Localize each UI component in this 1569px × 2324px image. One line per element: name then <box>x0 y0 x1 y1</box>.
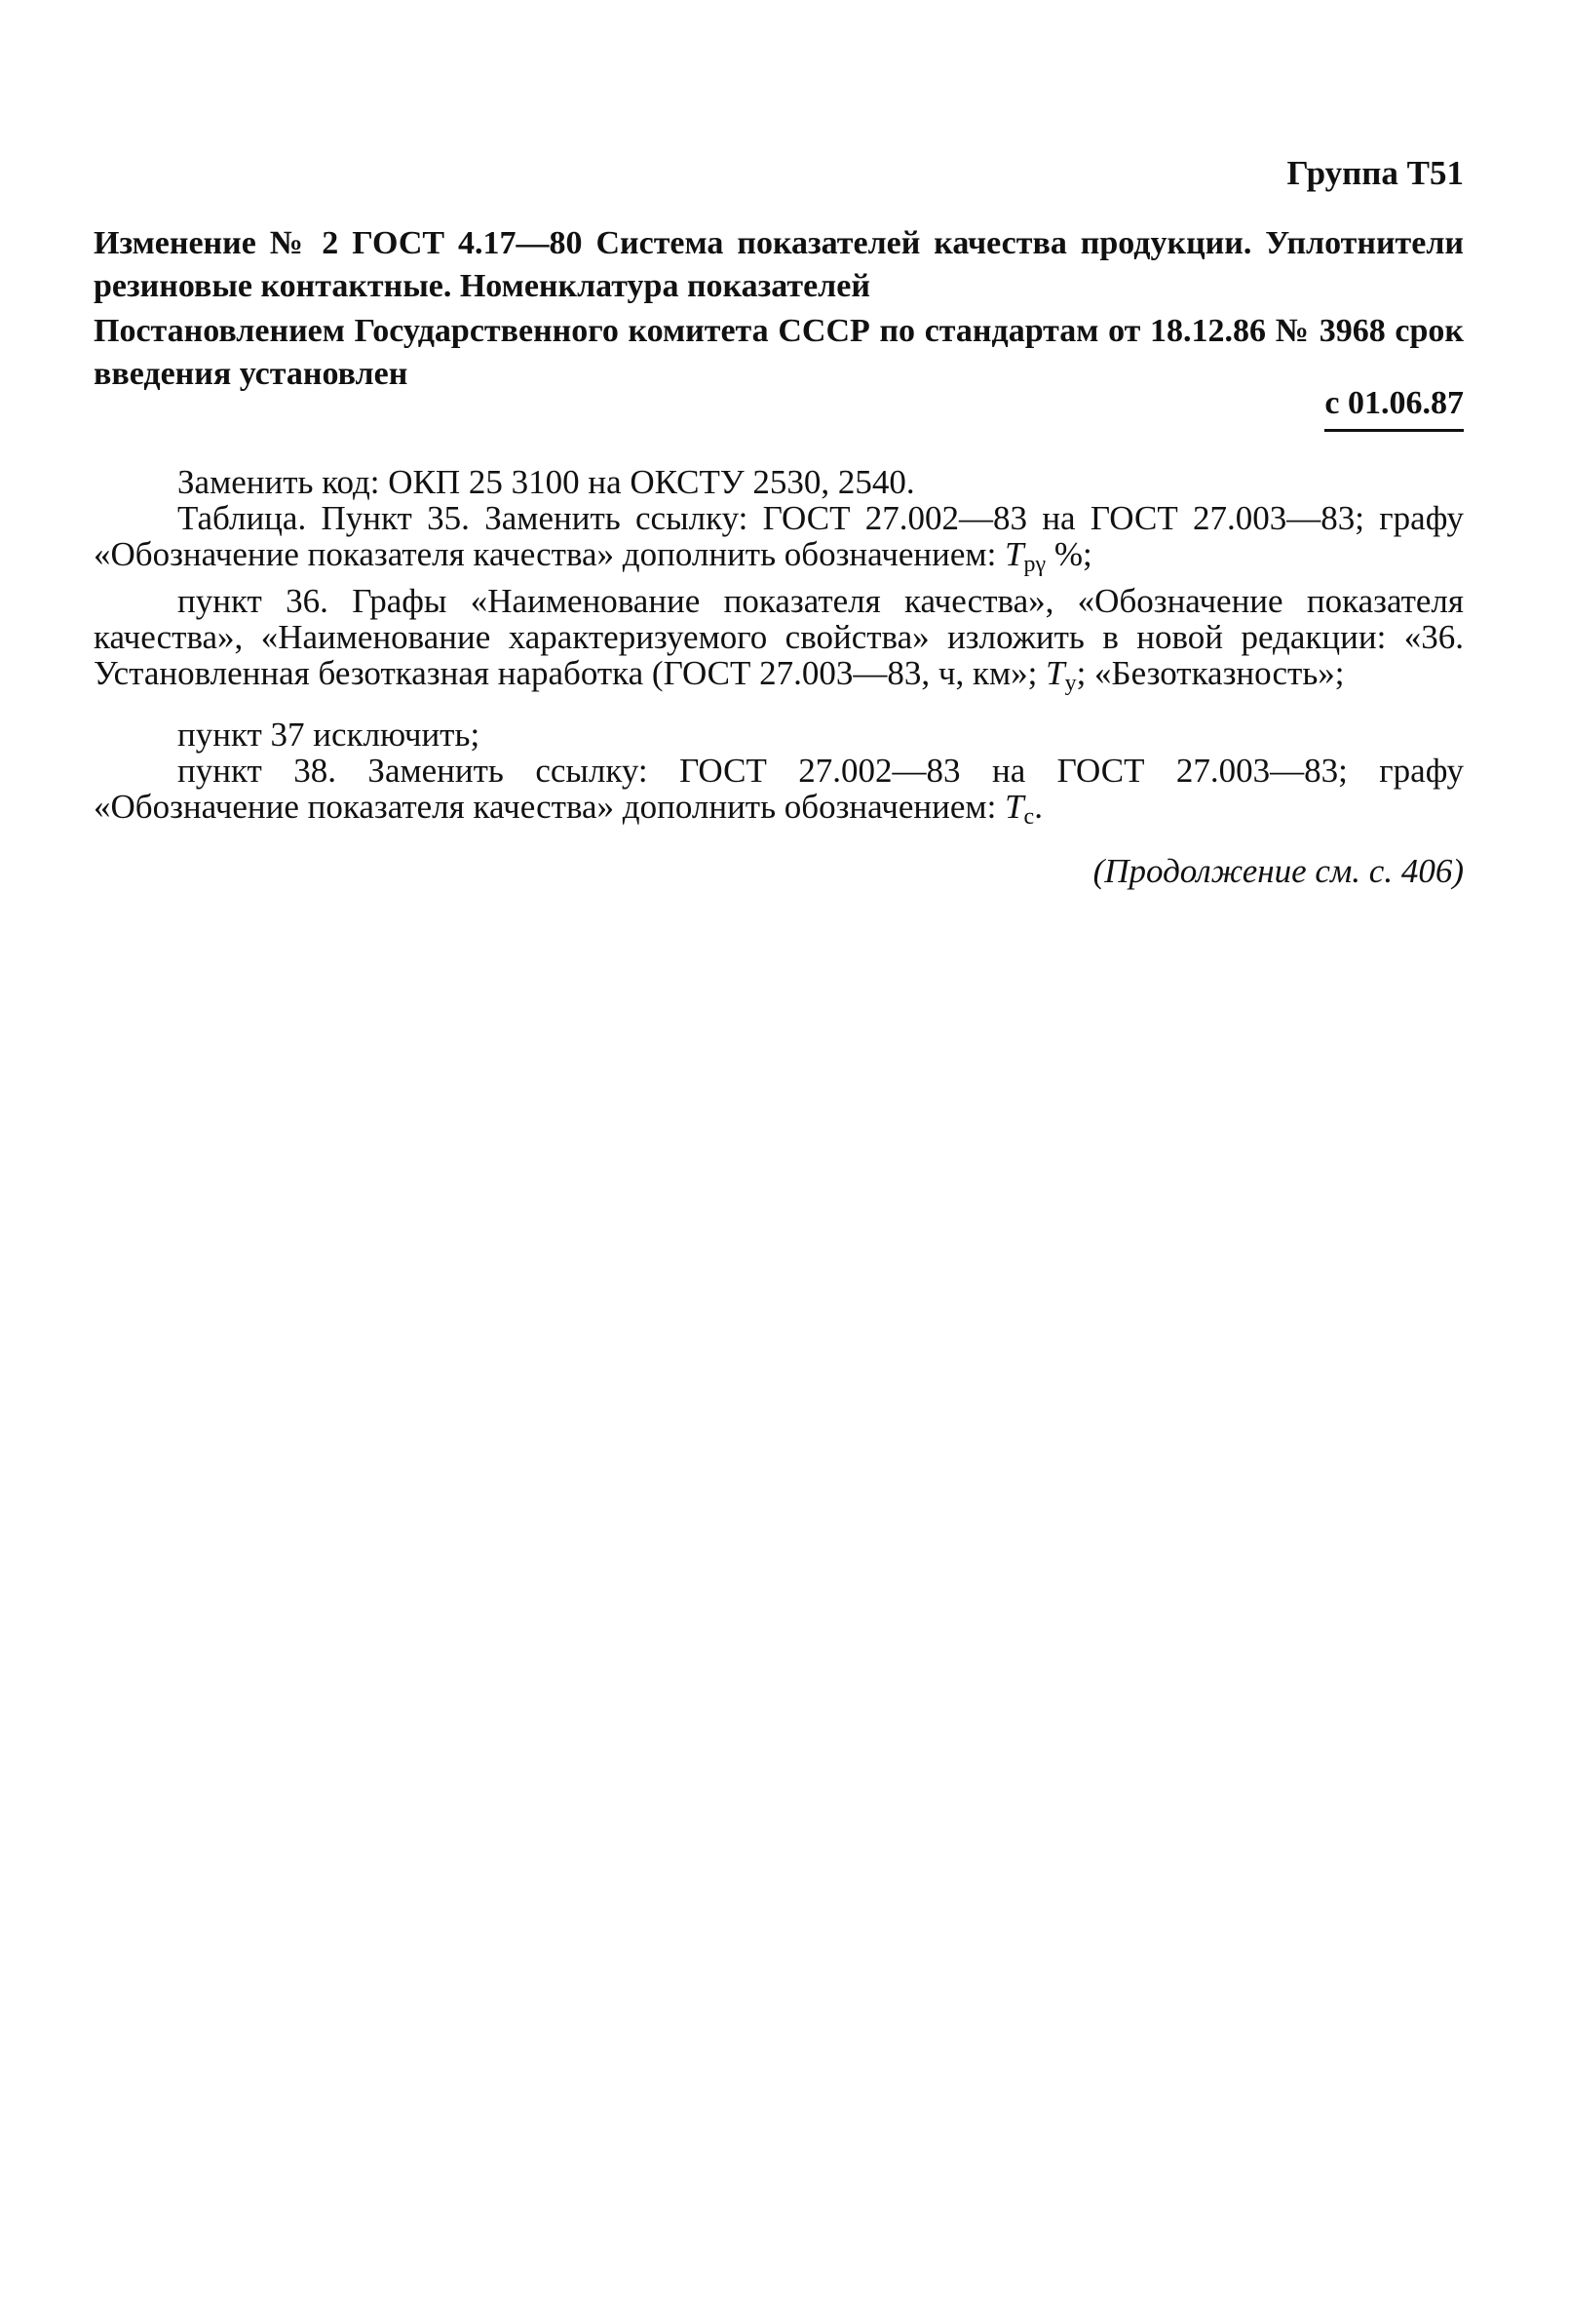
paragraph-item-37: пункт 37 исключить; <box>177 716 480 754</box>
paragraph-item-38-text: пункт 38. Заменить ссылку: ГОСТ 27.002—83 на ГОСТ 27.003—83; графу «Обозначение показателя качества» дополнить обозначением: <box>94 752 1464 826</box>
symbol-t-c: $T_с$ <box>1005 788 1035 830</box>
amendment-title: Изменение № 2 ГОСТ 4.17—80 Система показателей качества продукции. Уплотнители резиновые контактные. Номенклатура показателей <box>94 225 1464 304</box>
symbol-t-pgamma: $T_{p\gamma}$ <box>1005 535 1047 577</box>
paragraph-code: Заменить код: ОКП 25 3100 на ОКСТУ 2530, 2540. <box>177 463 915 501</box>
symbol-t-u: $T_у$ <box>1046 654 1077 696</box>
paragraph-item-35-text: Таблица. Пункт 35. Заменить ссылку: ГОСТ 27.002—83 на ГОСТ 27.003—83; графу «Обозначение показателя качества» дополнить обозначением: <box>94 499 1464 573</box>
paragraph-item-38-tail: . <box>1034 788 1043 826</box>
decree-text: Постановлением Государственного комитета СССР по стандартам от 18.12.86 № 3968 срок введения установлен <box>94 313 1464 392</box>
group-label: Группа Т51 <box>1286 154 1464 192</box>
paragraph-item-36-text: пункт 36. Графы «Наименование показателя качества», «Обозначение показателя качества», «Наименование характеризуемого свойства» изложить в новой редакции: «36. Установленная безотказная наработка (ГОСТ 27.003—83, ч, км»; <box>94 582 1464 692</box>
paragraph-item-36 <box>94 583 1464 702</box>
amendment-body <box>94 464 1464 835</box>
paragraph-item-35 <box>94 500 1464 583</box>
continuation-note: (Продолжение см. с. 406) <box>1092 852 1464 890</box>
paragraph-item-35-tail: %; <box>1046 535 1092 573</box>
paragraph-item-38 <box>94 753 1464 835</box>
paragraph-item-36-tail: ; «Безотказность»; <box>1076 654 1345 692</box>
effective-date: с 01.06.87 <box>1324 382 1464 432</box>
